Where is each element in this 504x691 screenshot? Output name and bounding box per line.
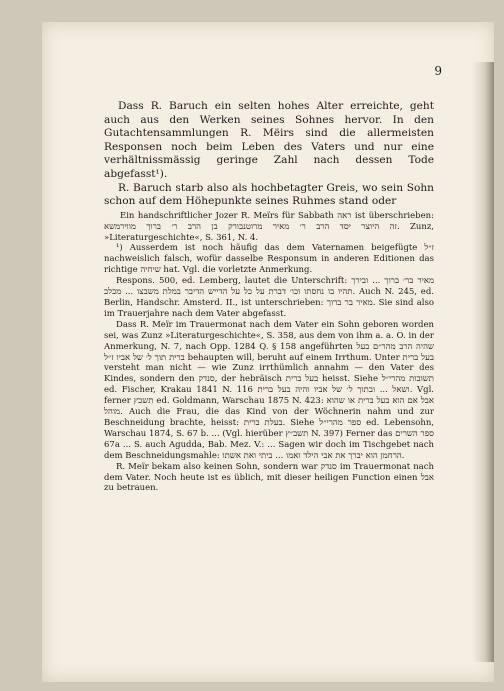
main-paragraph: R. Baruch starb also als hochbetagter Greis, wo sein Sohn schon auf dem Höhepunkte seines Ruhmes stand oder <box>104 181 434 208</box>
footnote-paragraph: Respons. 500, ed. Lemberg, lautet die Unterschrift: מאיר בר׳ ברוך ... ובירך תהיו בו נחסתו וכו׳ דברת על כל על הדייש הדיבר במלת משבצו ... מכלב. Auch N. 245, ed. Berlin, Handschr. Amsterd. II., ist unterschrieben: מאיר בר ברוך. Sie sind also im Trauerjahre nach dem Vater abgefasst. <box>104 276 435 319</box>
footnote-paragraph: Ein handschriftlicher Jozer R. Meïrs für Sabbath ראה ist überschrieben: זה היוצר יסד הרב ר׳ מאיר מרוטנבורק בן הרב ר׳ ברוך מווירמשא. Zunz, »Literaturgeschichte«, S. 361, N. 4. <box>104 210 435 243</box>
footnote-paragraph: R. Meïr bekam also keinen Sohn, sondern war סנדק im Trauermonat nach dem Vater. Noch heute ist es üblich, mit dieser heiligen Function einen אבל zu betrauen. <box>104 461 434 494</box>
page-content <box>104 100 434 494</box>
page-number: 9 <box>434 64 442 78</box>
footnote-paragraph: Dass R. Meïr im Trauermonat nach dem Vater ein Sohn geboren worden sei, was Zunz »Literaturgeschichte«, S. 358, aus dem von ihm a. a. O. in der Anmerkung, N. 7, nach Opp. 1284 Q. § 158 angeführten שהיה הרב מהר״ם בעל ברית תוך ל׳ של אביו ז״ל behaupten will, beruht auf einem Irrthum. Unter בעל ברית versteht man nicht — wie Zunz irrthümlich annahm — den Vater des Kindes, sondern den סנדק, der hebräisch בעל ברית heisst. Siehe תשובות מהרי״ל ed. Fischer, Krakau 1841 N. 116 ושאל ... ובתוך ל׳ של אביו והיה בעל ברית. Vgl. ferner תשבץ ed. Goldmann, Warschau 1875 N. 423: אבל אם הוא בעל ברית או שהוא מוהל. Auch die Frau, die das Kind von der Wöchnerin nahm und zur Beschneidung brachte, heisst: בעלת ברית. Siehe ספר מהרי״ל ed. Lebensohn, Warschau 1874, S. 67 b. ... (Vgl. hierüber תשב״ץ N. 397) Ferner das ספר השרים 67a ... S. auch Agudda, Bab. Mez. V.: ... Sagen wir doch im Tischgebet nach dem Beschneidungsmahle: הרחמן הוא יברך את אבי הילד ואמו ... ביתי ואת אשתו. <box>104 319 435 461</box>
main-paragraph: Dass R. Baruch ein selten hohes Alter erreichte, geht auch aus den Werken seines Sohnes hervor. In den Gutachtensammlungen R. Mëirs sind die allermeisten Responsen noch beim Leben des Vaters und nur eine verhältnissmässig geringe Zahl nach dessen Tode abgefasst¹). <box>104 100 434 180</box>
footnotes <box>104 211 434 495</box>
page-edge-shadow <box>472 62 494 662</box>
footnote-paragraph: ¹) Ausserdem ist noch häufig das dem Vaternamen beigefügte ז״ל nachweislich falsch, wofür dasselbe Responsum in anderen Editionen das richtige שיחיה hat. Vgl. die vorletzte Anmerkung. <box>104 243 434 276</box>
book-page <box>42 22 494 682</box>
main-text <box>104 100 434 209</box>
